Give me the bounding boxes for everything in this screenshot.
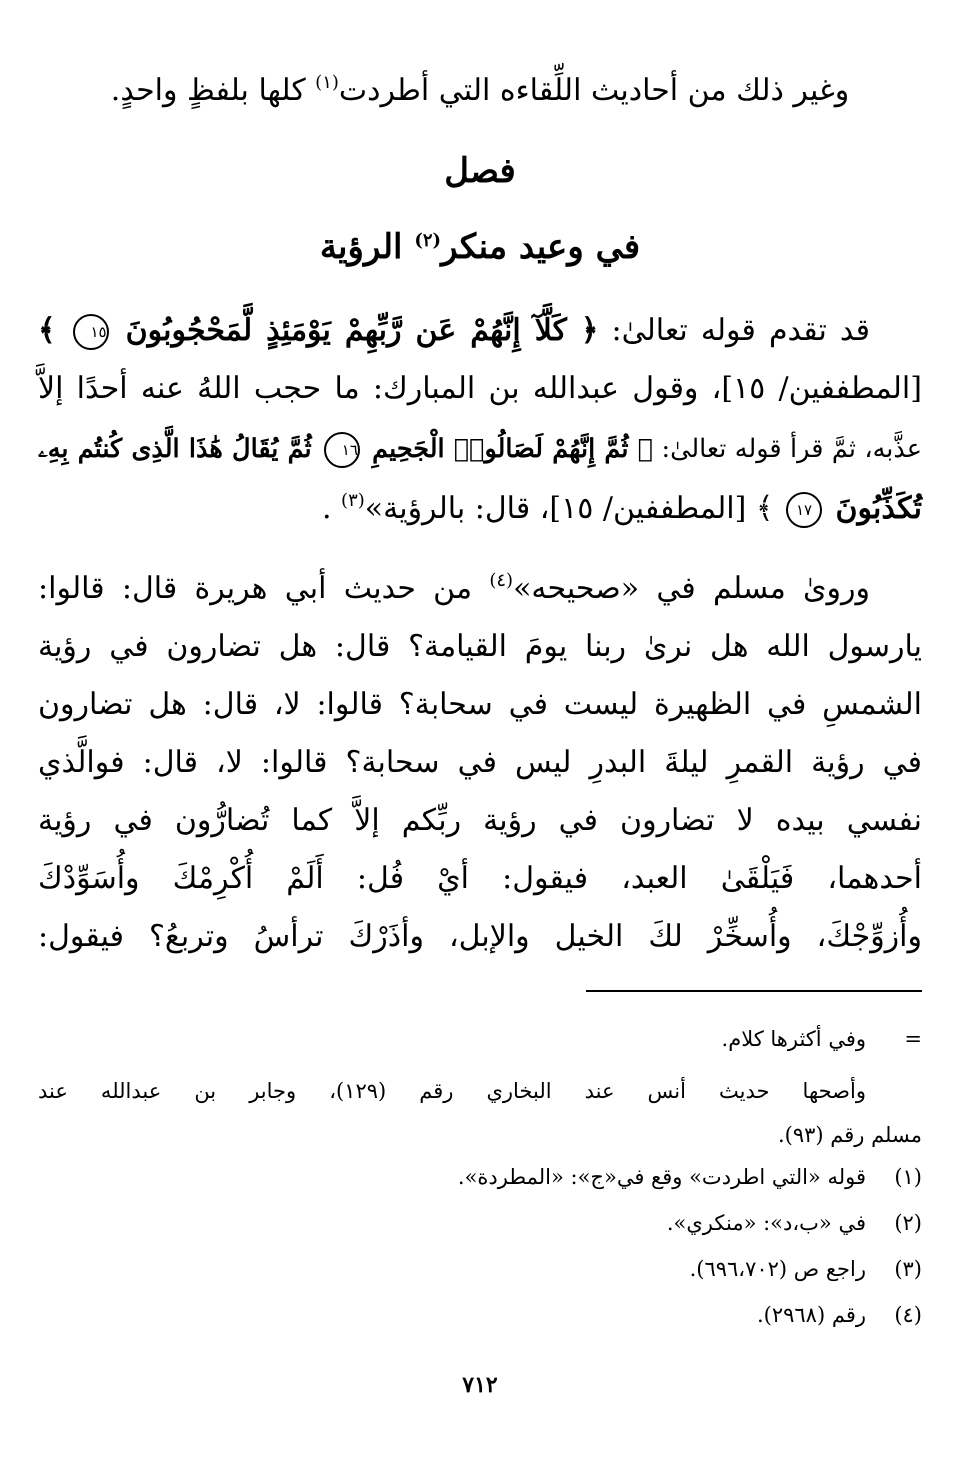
section-heading: فصل	[444, 151, 516, 191]
para2-text: من حديث أبي هريرة قال: قالوا:	[38, 571, 490, 606]
footnote-continuation-line	[38, 1118, 922, 1152]
ayah-marker: ١٥	[73, 314, 109, 350]
para2-line-3: الشمسِ في الظهيرة ليست في سحابة؟ قالوا: لا، قال: هل تضارون	[38, 687, 922, 722]
para1-line-3	[38, 424, 922, 474]
intro-line	[38, 66, 922, 116]
footnote-ref-1: (١)	[315, 72, 339, 93]
intro-text-before: وغير ذلك من أحاديث اللِّقاءه التي أطردت	[338, 73, 850, 108]
footnote-2	[38, 1206, 922, 1240]
para1-text: قد تقدم قوله تعالىٰ:	[598, 313, 871, 348]
continuation-marker: =	[904, 1027, 922, 1051]
para1-line-2: [المطففين/ ١٥]، وقول عبدالله بن المبارك: ما حجب اللهُ عنه أحدًا إلاَّ	[38, 371, 922, 406]
quran-verse: تُكَذِّبُونَ	[825, 491, 922, 526]
para2-line-4: في رؤية القمرِ ليلةَ البدرِ ليس في سحابة؟ قالوا: لا، قال: فوالَّذي	[38, 745, 922, 780]
ayah-marker: ١٦	[324, 432, 360, 468]
page-number: ٧١٢	[462, 1372, 498, 1398]
footnote-ref-2: (٢)	[414, 230, 442, 251]
footnote-3	[38, 1252, 922, 1286]
para1-line-1	[38, 306, 922, 356]
footnote-continuation	[38, 1022, 922, 1056]
footnote-number: (١)	[894, 1165, 922, 1189]
para1-text: عذَّبه، ثمَّ قرأ قوله تعالىٰ:	[653, 434, 923, 464]
quran-verse: ﴿ ثُمَّ إِنَّهُمْ لَصَالُوا۟ الْجَحِيمِ	[362, 434, 654, 464]
footnote-number: (٣)	[894, 1257, 922, 1281]
para2-line-6: أحدهما، فَيَلْقَىٰ العبد، فيقول: أيْ فُل: أَلَمْ أُكْرِمْكَ وأُسَوِّدْكَ	[38, 861, 922, 896]
subheading-text: في وعيد منكر	[441, 227, 641, 267]
section-subheading	[38, 222, 922, 272]
para1-end: .	[321, 491, 342, 526]
footnote-text: قوله «التي اطردت» وقع في«ج»: «المطردة».	[457, 1165, 866, 1189]
para2-line-5: نفسي بيده لا تضارون في رؤية ربِّكم إلاَّ كما تُضارُّون في رؤية	[38, 803, 922, 838]
ayah-marker: ١٧	[786, 492, 822, 528]
para2-line-2: يارسول الله هل نرىٰ ربنا يومَ القيامة؟ قال: هل تضارون في رؤية	[38, 629, 922, 664]
footnote-text: وفي أكثرها كلام.	[721, 1027, 866, 1051]
quran-verse: ثُمَّ يُقَالُ هَٰذَا الَّذِى كُنتُم بِهِۦ	[38, 434, 321, 464]
footnote-ref-4: (٤)	[489, 570, 514, 591]
intro-text-after: كلها بلفظٍ واحدٍ.	[110, 73, 316, 108]
footnote-number: (٤)	[894, 1303, 922, 1327]
footnote-ref-3: (٣)	[341, 490, 365, 511]
book-page	[38, 0, 922, 1464]
quran-verse: ﴿ كَلَّآ إِنَّهُمْ عَن رَّبِّهِمْ يَوْمَئِذٍ لَّمَحْجُوبُونَ	[111, 313, 599, 348]
quran-close: ﴾	[38, 313, 70, 348]
footnote-4	[38, 1298, 922, 1332]
subheading-text-end: الرؤية	[319, 227, 415, 267]
footnote-text: في «ب،د»: «منكري».	[666, 1211, 866, 1235]
footnote-text: رقم (٢٩٦٨).	[756, 1303, 866, 1327]
footnote-text: راجع ص (٦٩٦،٧٠٢).	[689, 1257, 866, 1281]
para2-text: ورویٰ مسلم في «صحيحه»	[513, 571, 870, 606]
footnote-divider	[586, 990, 922, 992]
para2-line-1	[38, 564, 922, 614]
footnote-1	[38, 1160, 922, 1194]
footnote-continuation-line: وأصحها حديث أنس عند البخاري رقم (١٢٩)، وجابر بن عبدالله عند	[38, 1079, 866, 1103]
para1-text: ﴾ [المطففين/ ١٥]، قال: بالرؤية»	[364, 491, 783, 526]
footnote-number: (٢)	[894, 1211, 922, 1235]
para2-line-7: وأُزوِّجْكَ، وأُسخِّرْ لكَ الخيل والإبل، وأذَرْكَ ترأسُ وتربعُ؟ فيقول:	[38, 919, 922, 954]
para1-line-4	[38, 484, 922, 534]
footnote-text: مسلم رقم (٩٣).	[777, 1123, 922, 1147]
